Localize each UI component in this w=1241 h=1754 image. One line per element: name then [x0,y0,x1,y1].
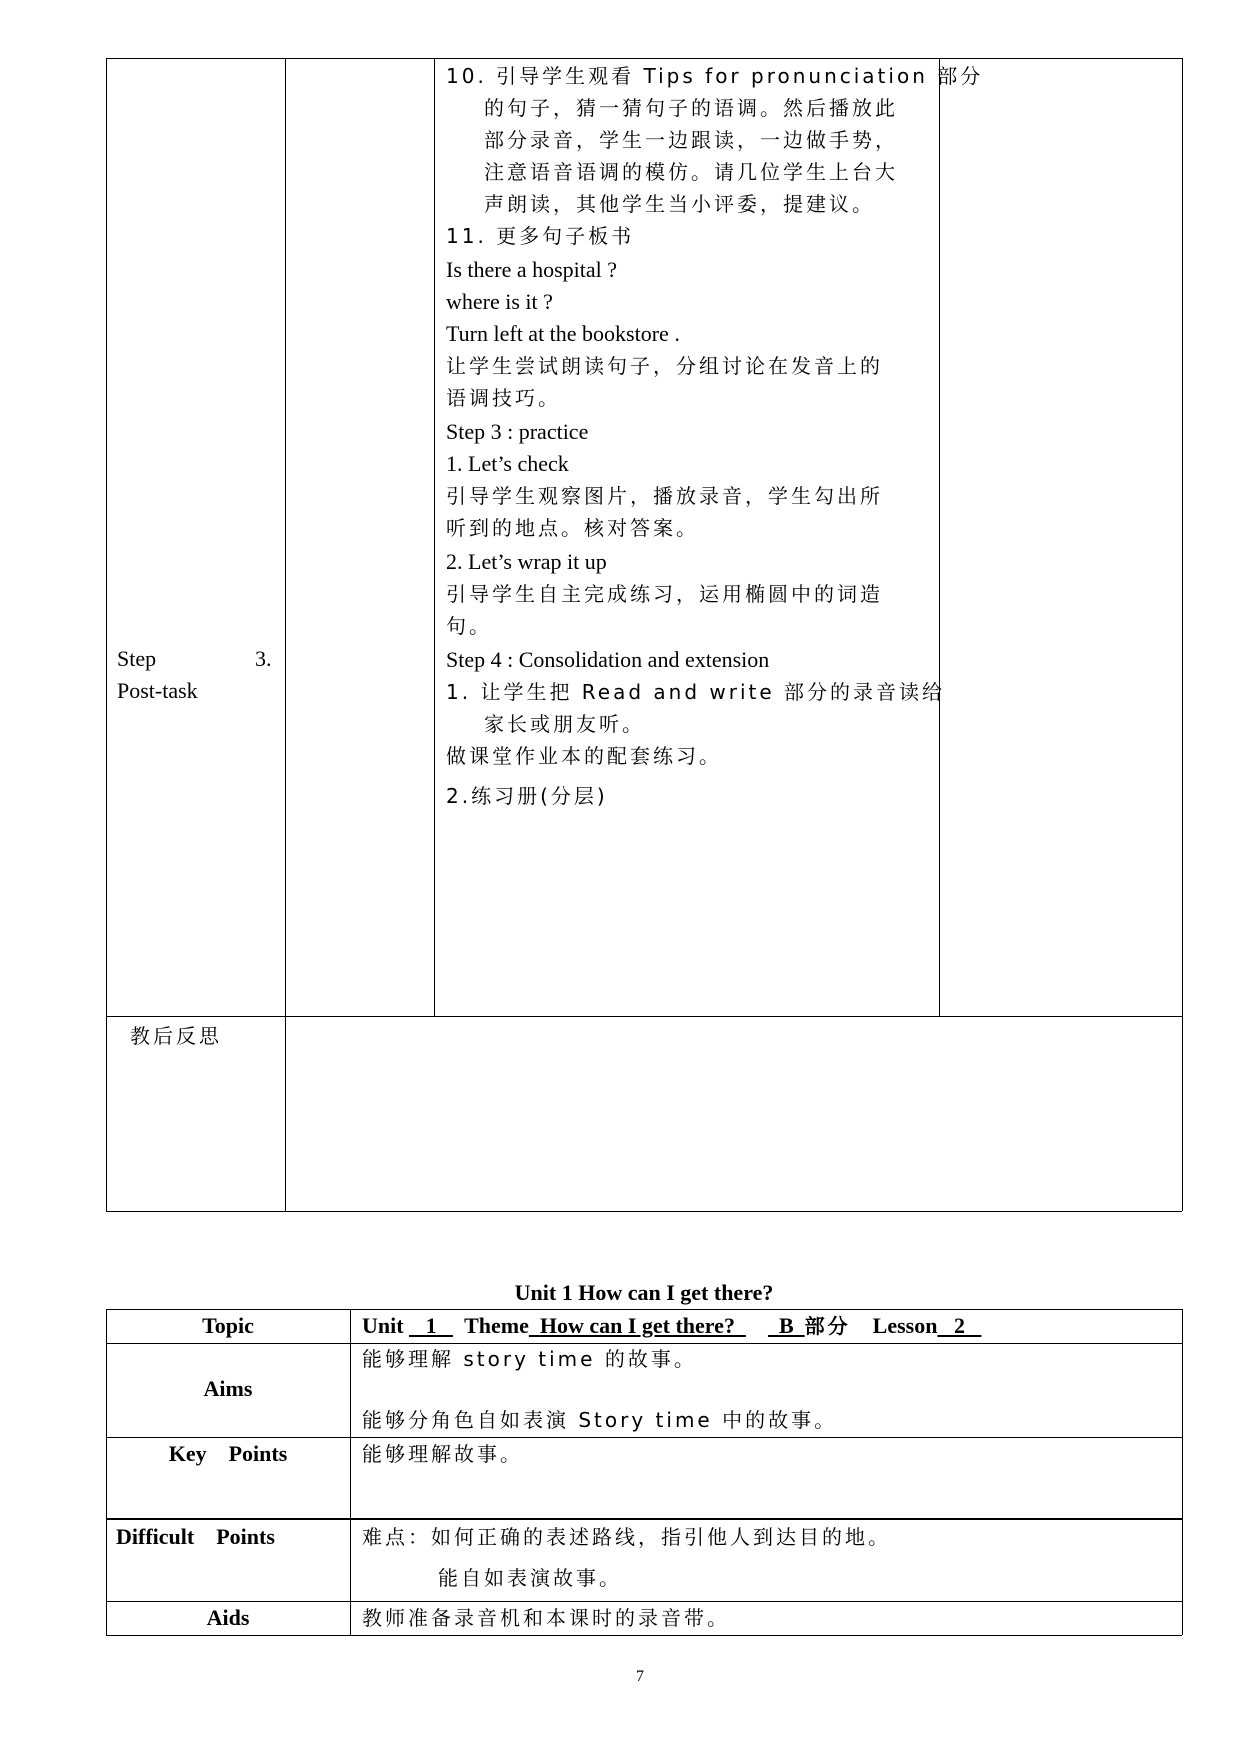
key-points-text: 能够理解故事。 [362,1442,523,1466]
content-line: Turn left at the bookstore . [446,321,680,346]
content-line: 部分录音，学生一边跟读，一边做手势， [484,128,898,152]
content-line: 听到的地点。核对答案。 [446,516,699,540]
content-line: 让学生尝试朗读句子，分组讨论在发音上的 [446,354,883,378]
topic-label: Topic [202,1313,254,1338]
step-phase-label: Post-task [117,678,198,703]
content-line: 1. Let’s check [446,451,569,476]
content-line: 引导学生观察图片，播放录音，学生勾出所 [446,484,883,508]
topic-details [362,1310,981,1342]
part-label: 部分 [804,1314,851,1338]
content-line: 句。 [446,614,492,638]
aims-item: 能够分角色自如表演 Story time 中的故事。 [362,1408,838,1432]
unit-title: Unit 1 How can I get there? [514,1280,774,1305]
lesson-value: 2 [953,1313,965,1338]
theme-label: Theme [464,1313,529,1338]
difficult-points-label: Difficult Points [116,1524,275,1549]
content-line: 家长或朋友听。 [484,712,645,736]
step-content [446,60,984,1010]
unit-label: Unit [362,1313,404,1338]
key-points-label: Key Points [168,1441,288,1466]
content-line: 1. 让学生把 Read and write 部分的录音读给 [446,680,946,704]
page-number: 7 [636,1668,644,1685]
content-line: 的句子，猜一猜句子的语调。然后播放此 [484,96,898,120]
content-line: 引导学生自主完成练习，运用椭圆中的词造 [446,582,883,606]
aids-label: Aids [206,1605,250,1630]
step-word: Step [117,646,157,671]
lesson-label: Lesson [872,1313,938,1338]
content-line: 2. Let’s wrap it up [446,549,607,574]
content-line: Step 4 : Consolidation and extension [446,647,770,672]
step-number: 3. [255,646,272,671]
content-line: 10. 引导学生观看 Tips for pronunciation 部分 [446,64,984,88]
content-line: 2.练习册(分层) [446,784,608,808]
aims-label: Aims [203,1376,253,1401]
content-line: 语调技巧。 [446,386,561,410]
content-line: 做课堂作业本的配套练习。 [446,744,722,768]
aims-item: 能够理解 story time 的故事。 [362,1347,697,1371]
step-label [117,643,156,675]
reflection-label: 教后反思 [130,1024,222,1048]
difficult-points-item: 难点：如何正确的表述路线，指引他人到达目的地。 [362,1525,891,1549]
content-line: 注意语音语调的模仿。请几位学生上台大 [484,160,898,184]
content-line: 声朗读，其他学生当小评委，提建议。 [484,192,875,216]
unit-value: 1 [425,1313,437,1338]
content-line: Step 3 : practice [446,419,589,444]
difficult-points-item: 能自如表演故事。 [438,1566,622,1590]
aids-text: 教师准备录音机和本课时的录音带。 [362,1606,730,1630]
theme-value: How can I get there? [539,1313,735,1338]
content-line: where is it ? [446,289,553,314]
part-value: B [778,1313,794,1338]
content-line: Is there a hospital ? [446,257,618,282]
content-line: 11. 更多句子板书 [446,224,635,248]
